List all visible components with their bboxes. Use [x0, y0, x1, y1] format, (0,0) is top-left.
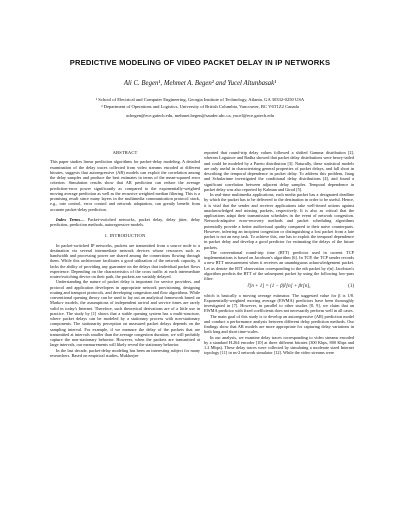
intro-paragraph: In the last decade, packet-delay modeling has been an interesting subject for many researchers. Based on empirical studies, Mukherjee [50, 347, 200, 358]
intro-paragraph: Understanding the nature of packet delay is important for service providers, and protocol and application developers in appropriate network provisioning, designing routing and transport protocols, and developing congestion and flow algorithms. While conventional queuing theory can be used to lay out an analytical framework based on Markov models, the assumptions of independent arrival and service times are rarely valid in today's Internet. Therefore, such theoretical derivations are of a little use in practice. The study by [1] shows that a stable queuing system has a multi-structure, where packet delays can be modeled by a stationary process with non-stationary components. The stationarity perception on measured packet delays depends on the sampling interval. For example, if we measure the delay of the packets that are transmitted at intervals smaller than the average congestion duration, we will probably capture the non-stationary behavior. However, when the packets are transmitted at large intervals, our measurements will likely reveal the stationary behavior. [50, 279, 200, 348]
affiliation-2: ² Department of Operations and Logistics, University of British Columbia, Vancouver, BC V6T1Z2 Canada [101, 104, 299, 109]
left-column [50, 150, 200, 358]
index-terms [50, 217, 200, 228]
affiliation-1: ¹ School of Electrical and Computer Engineering, Georgia Institute of Technology, Atlanta, GA 30332-0250 USA [95, 97, 305, 102]
abstract-text: This paper studies linear prediction algorithms for packet-delay modeling. A detailed examination of the delay traces collected from video streams encoded at different bitrates, suggests that autoregressive (AR) models can exploit the correlation among the delay samples and produce the best estimates in terms of the mean-squared error criterion. Simulation results show that AR prediction can reduce the average prediction-error power significantly as compared to the exponentially-weighted moving average prediction as well as the recursive weighted median filtering. This is a promising result since many layers in the multimedia communication protocol stack, e.g., rate control, error control and network adaptation, can greatly benefit from accurate packet-delay prediction. [50, 159, 200, 212]
paper-title: PREDICTIVE MODELING OF VIDEO PACKET DELAY IN IP NETWORKS [69, 58, 331, 67]
introduction-heading: 1. INTRODUCTION [104, 233, 146, 239]
body-paragraph: which is basically a moving average estimator. The suggested value for β is 1/8. Exponentially-weighted moving average (EWMA) predictors have been thoroughly investigated in [7]. However, in parallel to other studies [8, 9], we claim that an EWMA predictor with fixed coefficients does not necessarily perform well in all cases. [204, 292, 354, 314]
paper-authors: Ali C. Begen¹, Mehmet A. Begen² and Yucel Altunbasak¹ [123, 80, 277, 87]
intro-paragraph: In packet-switched IP networks, packets are transmitted from a source node to a destination via several intermediate network devices whose resources such as bandwidth and processing power are shared among the connections flowing through them. While this architecture facilitates a good utilization of the network capacity, it lacks the ability of providing any guarantee on the delays that individual packet flows experience. Depending on the characteristics of the cross traffic at each intermediate router/switching device on their path, the packets are variably delayed. [50, 242, 200, 279]
body-paragraph: The main goal of this study is to develop an autoregressive (AR) prediction model and conduct a performance analysis between different delay prediction methods. Our findings show that AR models are more appropriate for capturing delay variations in both long and short time-scales. [204, 313, 354, 335]
author-emails: acbegen@ece.gatech.edu, mehmet.begen@sauder.ubc.ca, yucel@ece.gatech.edu [125, 113, 274, 118]
body-paragraph: In our analysis, we examine delay traces corresponding to video streams encoded by a standard H.264 encoder [10] at three different bitrates (300 Kbps, 800 Kbps and 1.2 Mbps). These delay traces were collected by simulating a moderate sized Internet topology [11] in ns-2 network simulator [12]. While the video streams were [204, 334, 354, 356]
index-terms-label: Index Terms— [56, 216, 85, 222]
body-paragraph: In real-time multimedia applications, each media packet has a designated deadline by which the packet has to be delivered to the destination in order to be useful. Hence, it is vital that the sender and receiver applications take well-timed actions against unacknowledged and missing packets, respectively. It is also as critical that the applications adapt their transmission schedules in the event of network congestion. Network-adaptive error-recovery methods and packet scheduling algorithms potentially provide a better audiovisual quality compared to their naive counterparts. However, inferring an incipient congestion or distinguishing a lost packet from a late packet is not an easy task. To achieve this, one has to exploit the temporal dependence in packet delay and develop a good predictor for estimating the delays of the future packets. [204, 192, 354, 250]
body-paragraph: The conventional round-trip time (RTT) predictor used in current TCP implementations is based on Jacobson's algorithm [6]. In TCP, the TCP sender records a new RTT measurement when it receives an unambiguous acknowledgement packet. Let us denote the RTT observation corresponding to the nth packet by r[n]. Jacobson's algorithm predicts the RTT of the subsequent packet by using the following low-pass filter: [204, 249, 354, 281]
right-column [204, 150, 354, 356]
equation-body: r̂[n + 1] = (1 − β)r̂[n] + βr[n], [247, 284, 311, 290]
equation-1 [204, 284, 354, 289]
abstract-heading: ABSTRACT [112, 150, 138, 155]
index-terms-text: Packet-switched networks, packet delay, delay jitter, delay prediction, prediction methods, autoregressive models. [50, 216, 200, 227]
body-paragraph: reported that round-trip delay values followed a shifted Gamma distribution [2], whereas Loguinov and Radha showed that packet delay distributions were heavy-tailed and could be modeled by a Pareto distribution [3]. Naturally, these statistical models are only useful in characterizing general properties of packet delays, and fall short in describing the temporal dependence in packet delay. To address this problem, Jiang and Schulzrinne investigated the conditional delay distributions [4], and found a significant correlation between adjacent delay samples. Temporal dependence in packet delay was also reported by Kalman and Girod [5]. [204, 150, 354, 192]
equation-number: (1) [348, 284, 354, 290]
